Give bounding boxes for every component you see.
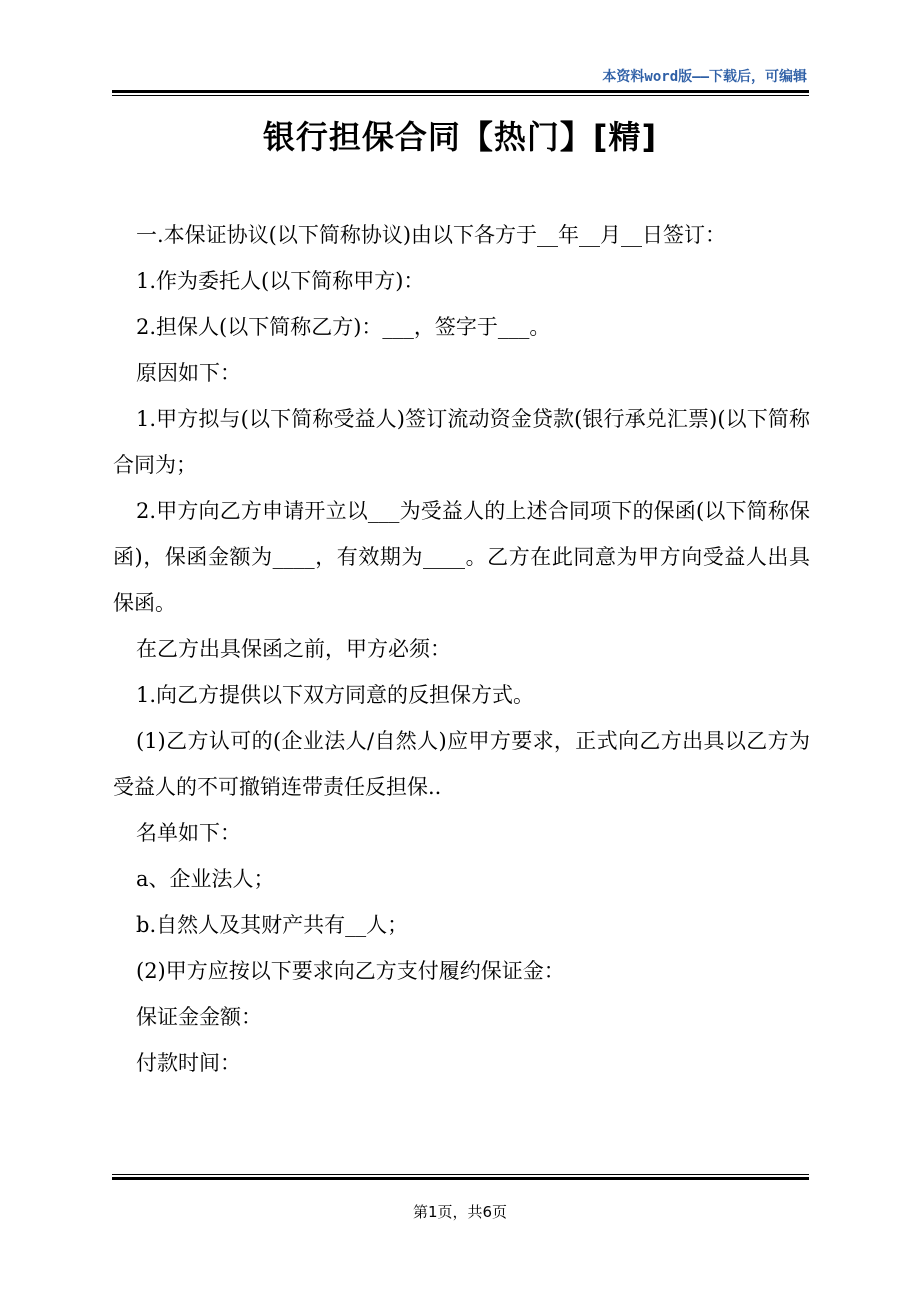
paragraph: 1.作为委托人(以下简称甲方)： — [136, 269, 425, 293]
paragraph: (2)甲方应按以下要求向乙方支付履约保证金： — [136, 959, 565, 983]
footer-rule-thick — [112, 1177, 809, 1180]
paragraph: 保证金金额： — [136, 1005, 262, 1029]
paragraph: 名单如下： — [136, 821, 241, 845]
page-number: 第1页，共6页 — [412, 1203, 508, 1221]
document-body — [113, 212, 810, 1086]
paragraph: b.自然人及其财产共有__人； — [136, 913, 409, 937]
paragraph: 2.担保人(以下简称乙方)：___，签字于___。 — [136, 315, 551, 339]
footer-rule-thin — [112, 1174, 809, 1175]
paragraph: 原因如下： — [136, 361, 241, 385]
paragraph: a、企业法人； — [136, 867, 275, 891]
paragraph: 在乙方出具保函之前，甲方必须： — [136, 637, 451, 661]
paragraph: 2.甲方向乙方申请开立以___为受益人的上述合同项下的保函(以下简称保函)，保函金额为____，有效期为____。乙方在此同意为甲方向受益人出具保函。 — [113, 499, 810, 615]
document-title: 银行担保合同【热门】[精] — [262, 118, 658, 156]
paragraph: 付款时间： — [136, 1051, 241, 1075]
paragraph: (1)乙方认可的(企业法人/自然人)应甲方要求，正式向乙方出具以乙方为受益人的不可撤销连带责任反担保.. — [113, 729, 810, 799]
paragraph: 1.甲方拟与(以下简称受益人)签订流动资金贷款(银行承兑汇票)(以下简称合同为； — [113, 407, 810, 477]
header-note: 本资料word版——下载后，可编辑 — [602, 69, 807, 85]
header-rule-thin — [112, 95, 809, 96]
paragraph: 一.本保证协议(以下简称协议)由以下各方于__年__月__日签订： — [136, 223, 727, 247]
header-rule-thick — [112, 90, 809, 93]
paragraph: 1.向乙方提供以下双方同意的反担保方式。 — [136, 683, 535, 707]
